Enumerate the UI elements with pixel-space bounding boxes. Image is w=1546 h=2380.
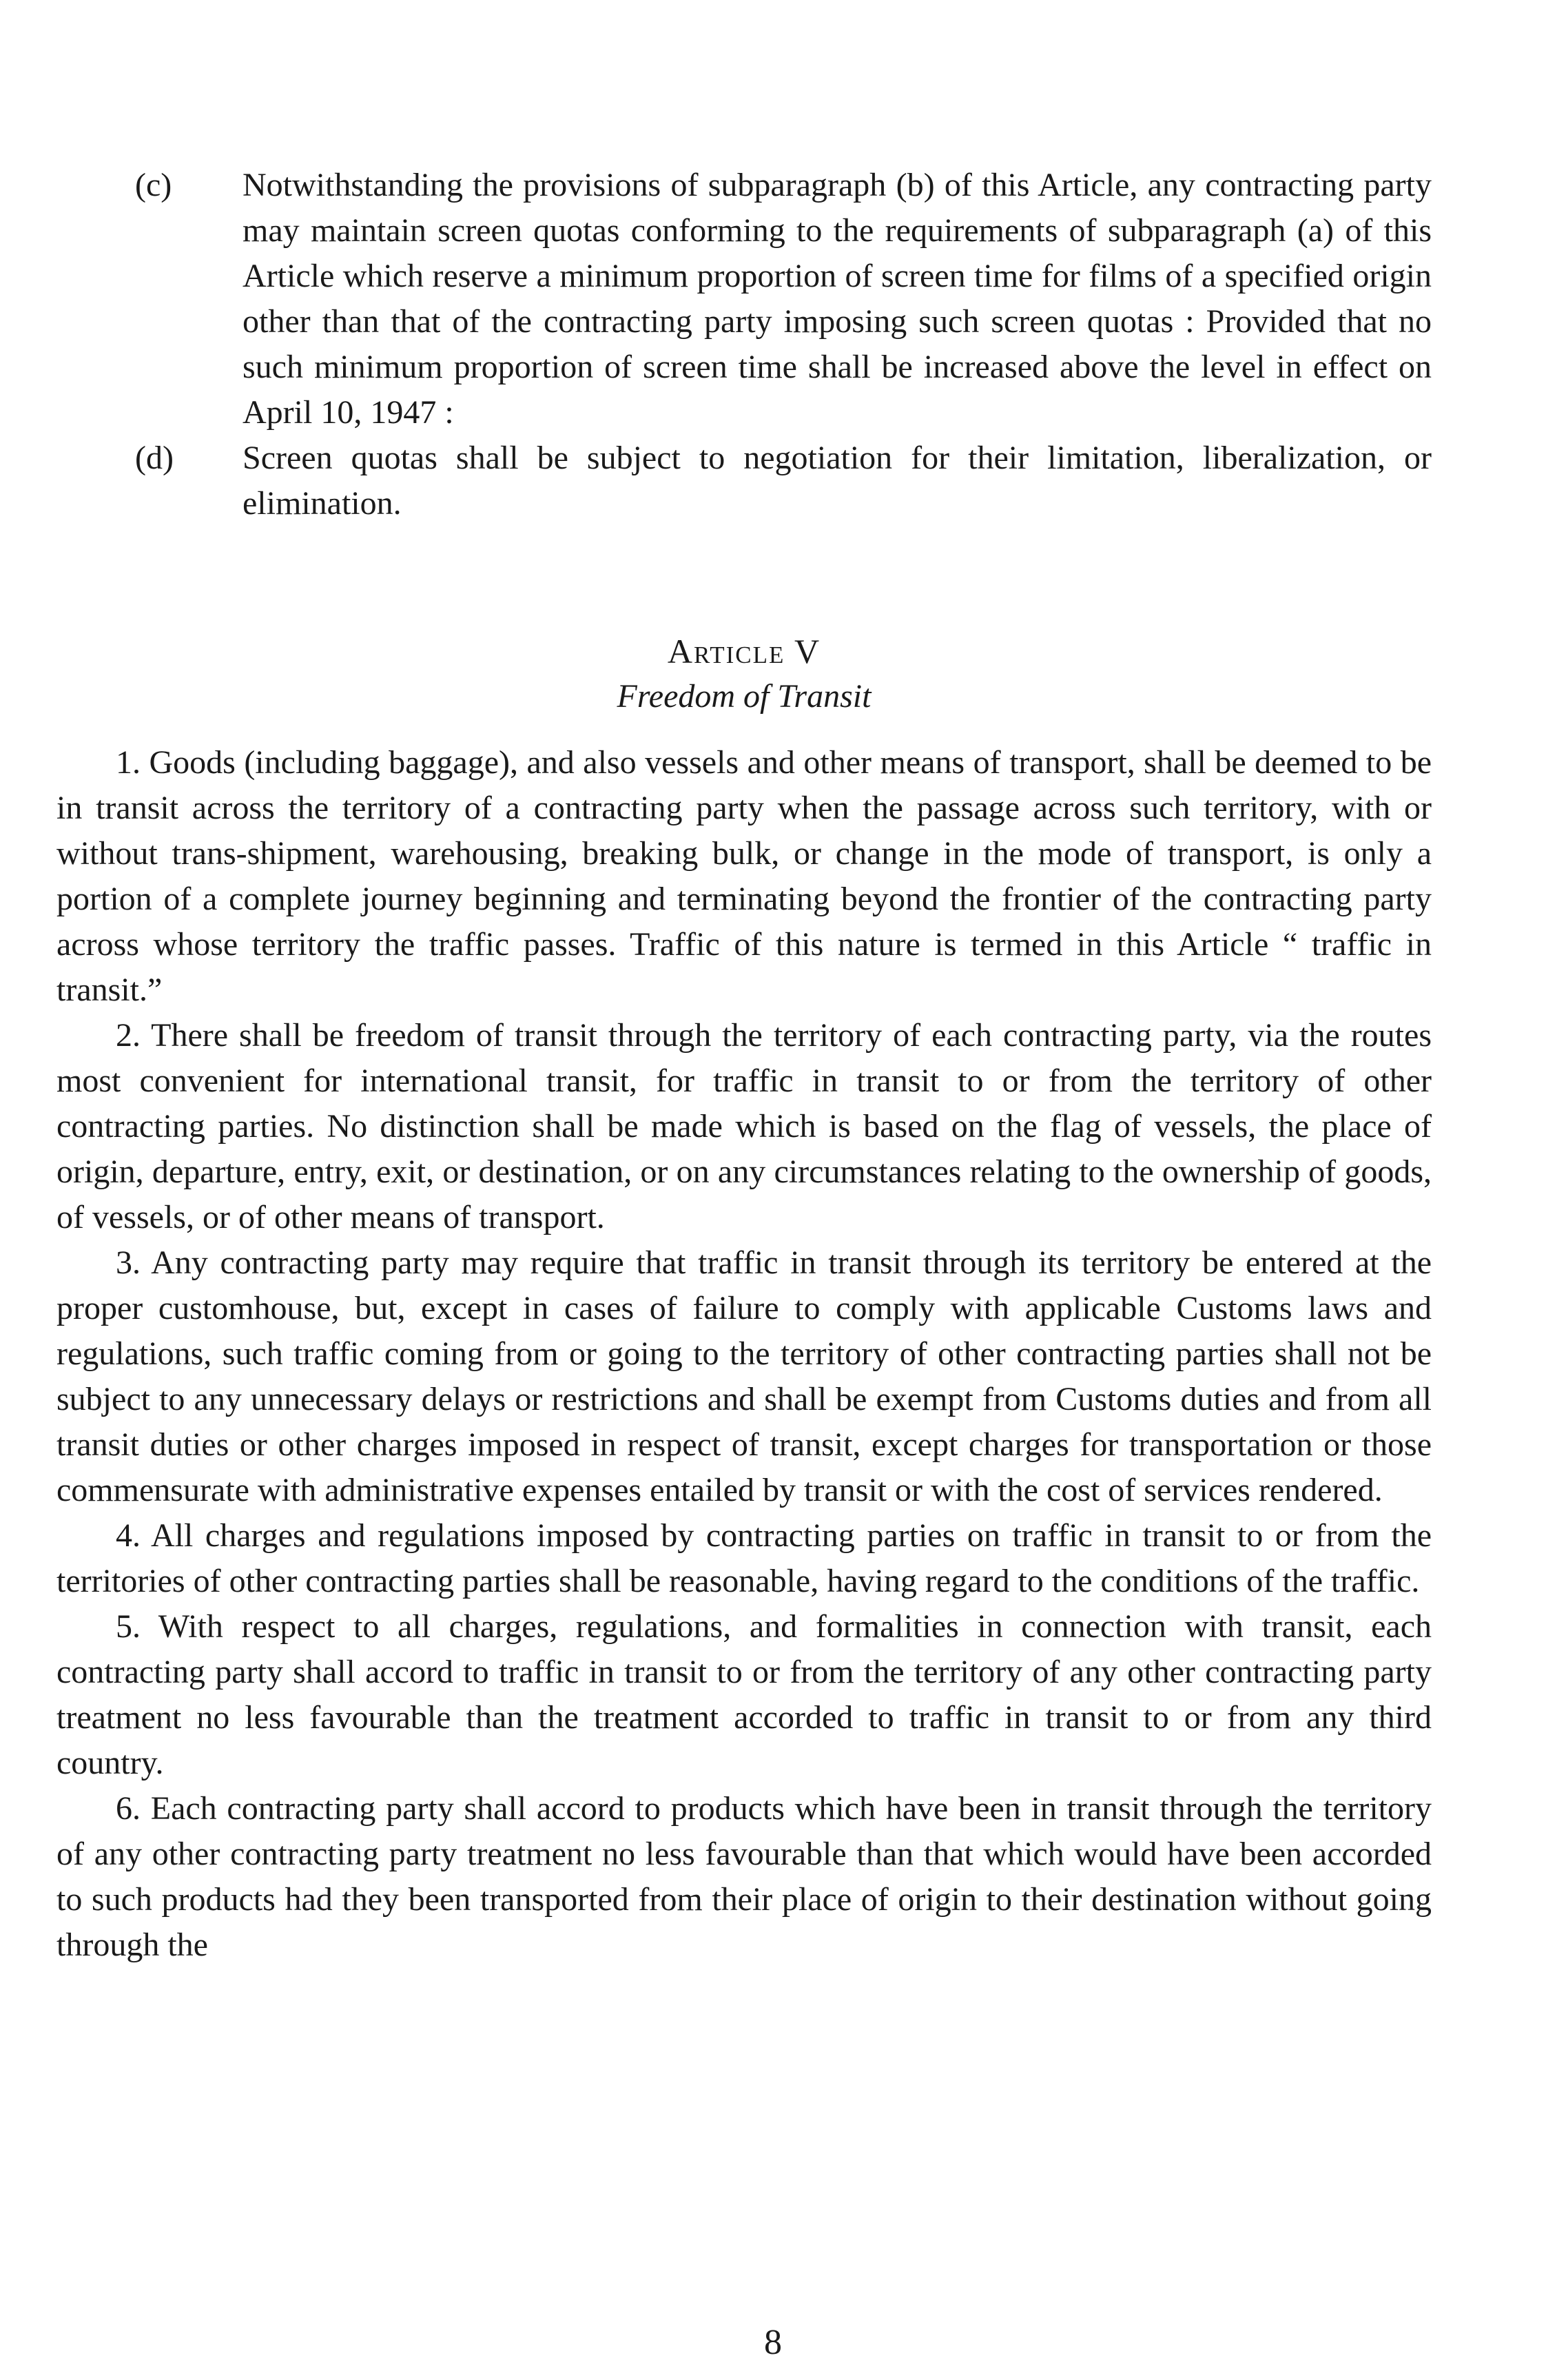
subparagraph-list — [56, 163, 1432, 526]
paragraph-6: 6. Each contracting party shall accord to products which have been in transit through the territory of any other contracting party treatment no less favourable than that which would have been accorded to such products had they been transported from their place of origin to their destination without going through the — [56, 1790, 1432, 1963]
subparagraph-d-text: Screen quotas shall be subject to negotiation for their limitation, liberalization, or elimination. — [243, 440, 1432, 522]
article-body — [56, 740, 1432, 1968]
subparagraph-c — [56, 163, 1432, 435]
paragraph-4: 4. All charges and regulations imposed by contracting parties on traffic in transit to or from the territories of other contracting parties shall be reasonable, having regard to the conditions of the traffic. — [56, 1517, 1432, 1599]
subparagraph-d — [56, 435, 1432, 526]
paragraph-3: 3. Any contracting party may require that traffic in transit through its territory be entered at the proper customhouse, but, except in cases of failure to comply with applicable Customs laws and regulations, such traffic coming from or going to the territory of other contracting parties shall not be subject to any unnecessary delays or restrictions and shall be exempt from Customs duties and from all transit duties or other charges imposed in respect of transit, except charges for transportation or those commensurate with administrative expenses entailed by transit or with the cost of services rendered. — [56, 1244, 1432, 1508]
paragraph-5: 5. With respect to all charges, regulations, and formalities in connection with transit, each contracting party shall accord to traffic in transit to or from the territory of any other contracting party treatment no less favourable than the treatment accorded to traffic in transit to or from any third country. — [56, 1608, 1432, 1781]
subparagraph-d-label: (d) — [135, 440, 174, 476]
subparagraph-c-label: (c) — [135, 167, 172, 203]
article-subtitle: Freedom of Transit — [617, 678, 872, 715]
paragraph-2: 2. There shall be freedom of transit through the territory of each contracting party, via the routes most convenient for international transit, for traffic in transit to or from the territory of other contracting parties. No distinction shall be made which is based on the flag of vessels, the place of origin, departure, entry, exit, or destination, or on any circumstances relating to the ownership of goods, of vessels, or of other means of transport. — [56, 1017, 1432, 1235]
subparagraph-c-text: Notwithstanding the provisions of subparagraph (b) of this Article, any contracting party may maintain screen quotas conforming to the requirements of subparagraph (a) of this Article which reserve a minimum proportion of screen time for films of a specified origin other than that of the contracting party imposing such screen quotas : Provided that no such minimum proportion of screen time shall be increased above the level in effect on April 10, 1947 : — [243, 167, 1432, 431]
article-heading — [56, 628, 1432, 719]
article-title: Article V — [667, 632, 821, 670]
paragraph-1: 1. Goods (including baggage), and also vessels and other means of transport, shall be deemed to be in transit across the territory of a contracting party when the passage across such territory, with or without trans-shipment, warehousing, breaking bulk, or change in the mode of transport, is only a portion of a complete journey beginning and terminating beyond the frontier of the contracting party across whose territory the traffic passes. Traffic of this nature is termed in this Article “ traffic in transit.” — [56, 744, 1432, 1008]
page-number: 8 — [764, 2323, 782, 2362]
